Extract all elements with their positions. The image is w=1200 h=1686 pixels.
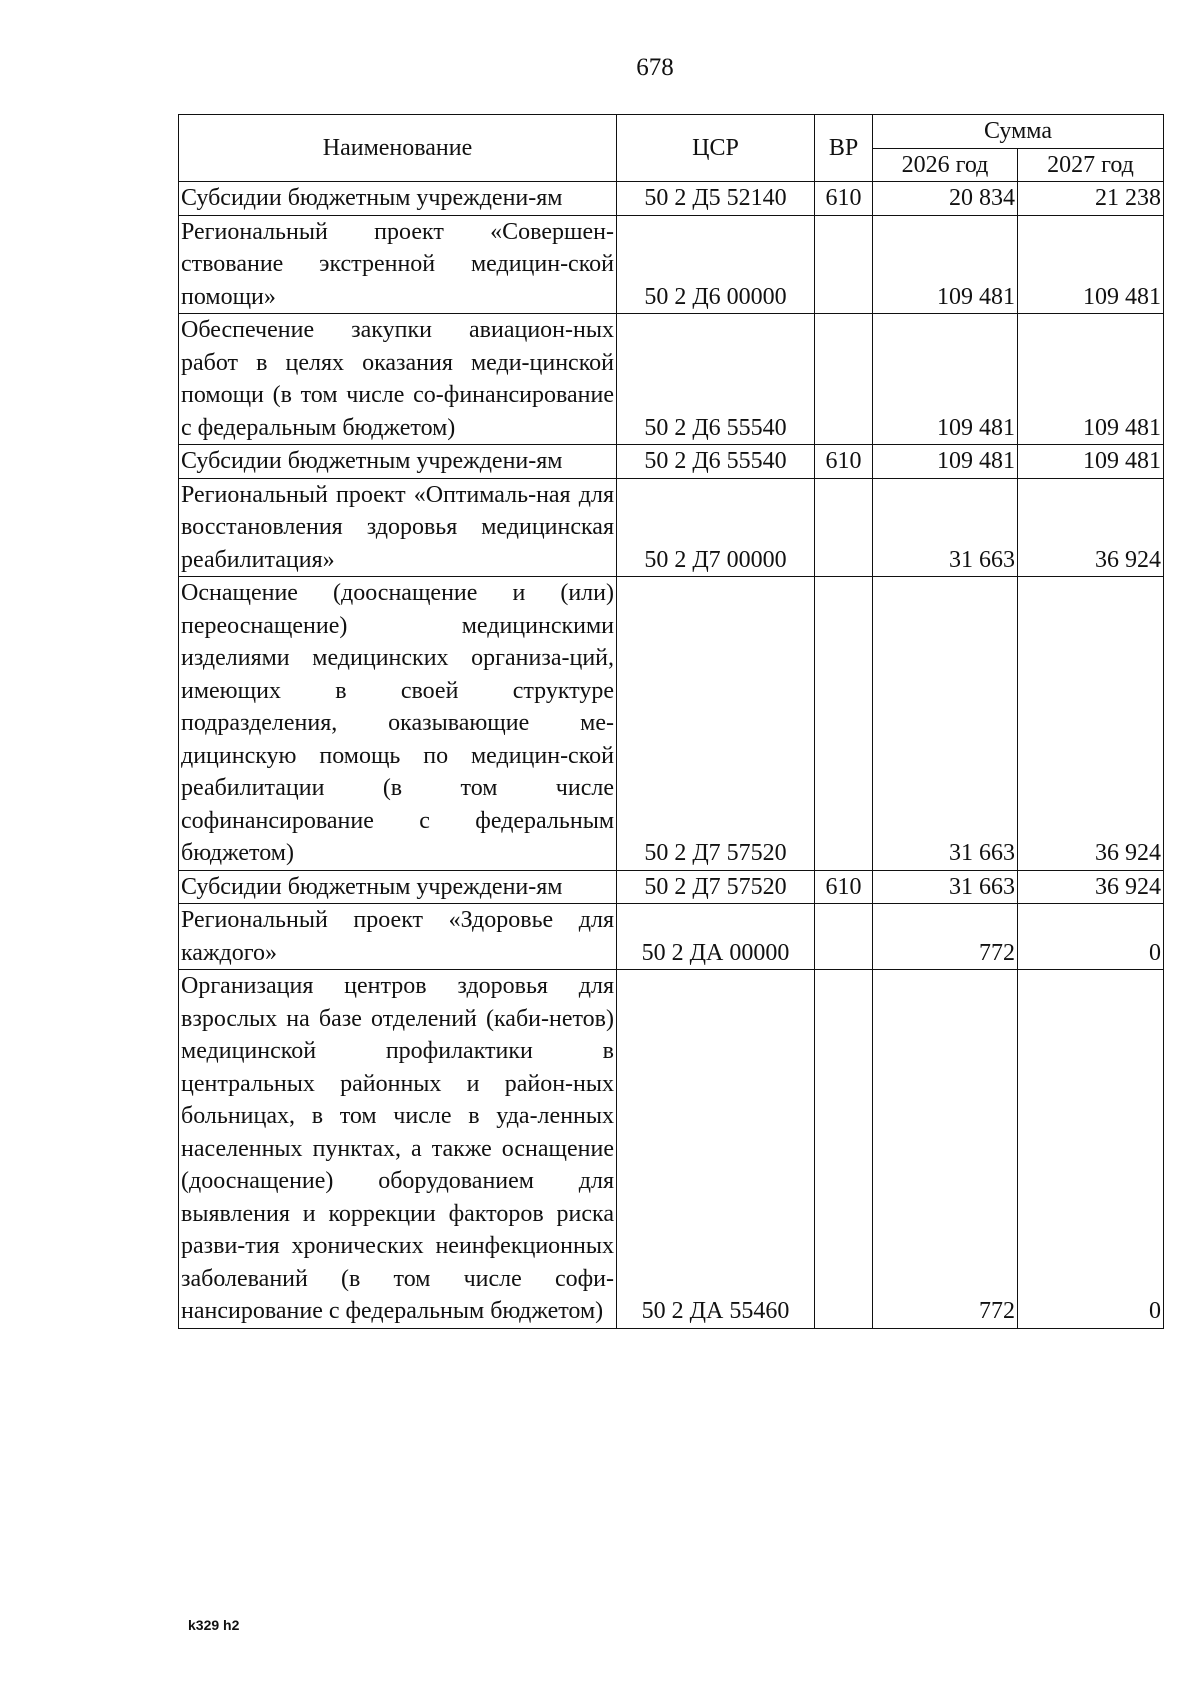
table-row bbox=[179, 577, 1164, 871]
row-csr: 50 2 Д7 57520 bbox=[617, 577, 815, 871]
table-row bbox=[179, 904, 1164, 970]
row-amount-2027: 36 924 bbox=[1018, 577, 1164, 871]
header-name: Наименование bbox=[179, 115, 617, 182]
row-amount-2027: 0 bbox=[1018, 904, 1164, 970]
row-vr bbox=[815, 577, 873, 871]
row-amount-2026: 20 834 bbox=[873, 182, 1018, 216]
row-name: Организация центров здоровья для взрослых на базе отделений (каби-нетов) медицинской профилактики в центральных районных и район-ных больницах, в том числе в уда-ленных населенных пунктах, а также оснащение (дооснащение) оборудованием для выявления и коррекции факторов риска разви-тия хронических неинфекционных заболеваний (в том числе софи-нансирование с федеральным бюджетом) bbox=[179, 970, 617, 1329]
table-row bbox=[179, 870, 1164, 904]
row-vr bbox=[815, 314, 873, 445]
table-row bbox=[179, 215, 1164, 314]
row-name: Оснащение (дооснащение и (или) переоснащение) медицинскими изделиями медицинских организа-ций, имеющих в своей структуре подразделения, оказывающие ме-дицинскую помощь по медицин-ской реабилитации (в том числе софинансирование с федеральным бюджетом) bbox=[179, 577, 617, 871]
row-amount-2026: 31 663 bbox=[873, 870, 1018, 904]
row-csr: 50 2 ДА 55460 bbox=[617, 970, 815, 1329]
row-amount-2026: 772 bbox=[873, 970, 1018, 1329]
row-amount-2026: 109 481 bbox=[873, 215, 1018, 314]
row-name: Субсидии бюджетным учреждени-ям bbox=[179, 445, 617, 479]
row-amount-2027: 109 481 bbox=[1018, 314, 1164, 445]
footer-code: k329 h2 bbox=[188, 1617, 240, 1633]
row-name: Региональный проект «Совершен-ствование экстренной медицин-ской помощи» bbox=[179, 215, 617, 314]
row-amount-2026: 31 663 bbox=[873, 478, 1018, 577]
row-amount-2027: 36 924 bbox=[1018, 478, 1164, 577]
row-amount-2027: 21 238 bbox=[1018, 182, 1164, 216]
row-amount-2026: 772 bbox=[873, 904, 1018, 970]
row-csr: 50 2 Д7 00000 bbox=[617, 478, 815, 577]
row-vr: 610 bbox=[815, 182, 873, 216]
row-amount-2026: 31 663 bbox=[873, 577, 1018, 871]
row-amount-2026: 109 481 bbox=[873, 445, 1018, 479]
row-amount-2026: 109 481 bbox=[873, 314, 1018, 445]
row-csr: 50 2 Д6 55540 bbox=[617, 445, 815, 479]
page-number: 678 bbox=[636, 54, 674, 81]
row-name: Субсидии бюджетным учреждени-ям bbox=[179, 870, 617, 904]
header-csr: ЦСР bbox=[617, 115, 815, 182]
table-row bbox=[179, 478, 1164, 577]
row-csr: 50 2 Д7 57520 bbox=[617, 870, 815, 904]
row-vr bbox=[815, 970, 873, 1329]
table-row bbox=[179, 970, 1164, 1329]
header-year-2026: 2026 год bbox=[873, 148, 1018, 182]
row-vr bbox=[815, 215, 873, 314]
row-amount-2027: 0 bbox=[1018, 970, 1164, 1329]
row-name: Региональный проект «Здоровье для каждого» bbox=[179, 904, 617, 970]
row-name: Субсидии бюджетным учреждени-ям bbox=[179, 182, 617, 216]
row-amount-2027: 36 924 bbox=[1018, 870, 1164, 904]
budget-table bbox=[178, 114, 1164, 1329]
row-amount-2027: 109 481 bbox=[1018, 445, 1164, 479]
row-name: Региональный проект «Оптималь-ная для восстановления здоровья медицинская реабилитация» bbox=[179, 478, 617, 577]
table-body bbox=[179, 182, 1164, 1329]
row-csr: 50 2 ДА 00000 bbox=[617, 904, 815, 970]
row-vr bbox=[815, 904, 873, 970]
row-csr: 50 2 Д5 52140 bbox=[617, 182, 815, 216]
header-row-top bbox=[179, 115, 1164, 149]
row-csr: 50 2 Д6 55540 bbox=[617, 314, 815, 445]
table-row bbox=[179, 314, 1164, 445]
row-amount-2027: 109 481 bbox=[1018, 215, 1164, 314]
row-vr: 610 bbox=[815, 870, 873, 904]
table-header bbox=[179, 115, 1164, 182]
header-year-2027: 2027 год bbox=[1018, 148, 1164, 182]
row-vr bbox=[815, 478, 873, 577]
row-name: Обеспечение закупки авиацион-ных работ в целях оказания меди-цинской помощи (в том числе со-финансирование с федеральным бюджетом) bbox=[179, 314, 617, 445]
table-row bbox=[179, 445, 1164, 479]
header-vr: ВР bbox=[815, 115, 873, 182]
row-csr: 50 2 Д6 00000 bbox=[617, 215, 815, 314]
header-sum: Сумма bbox=[873, 115, 1164, 149]
row-vr: 610 bbox=[815, 445, 873, 479]
table-row bbox=[179, 182, 1164, 216]
